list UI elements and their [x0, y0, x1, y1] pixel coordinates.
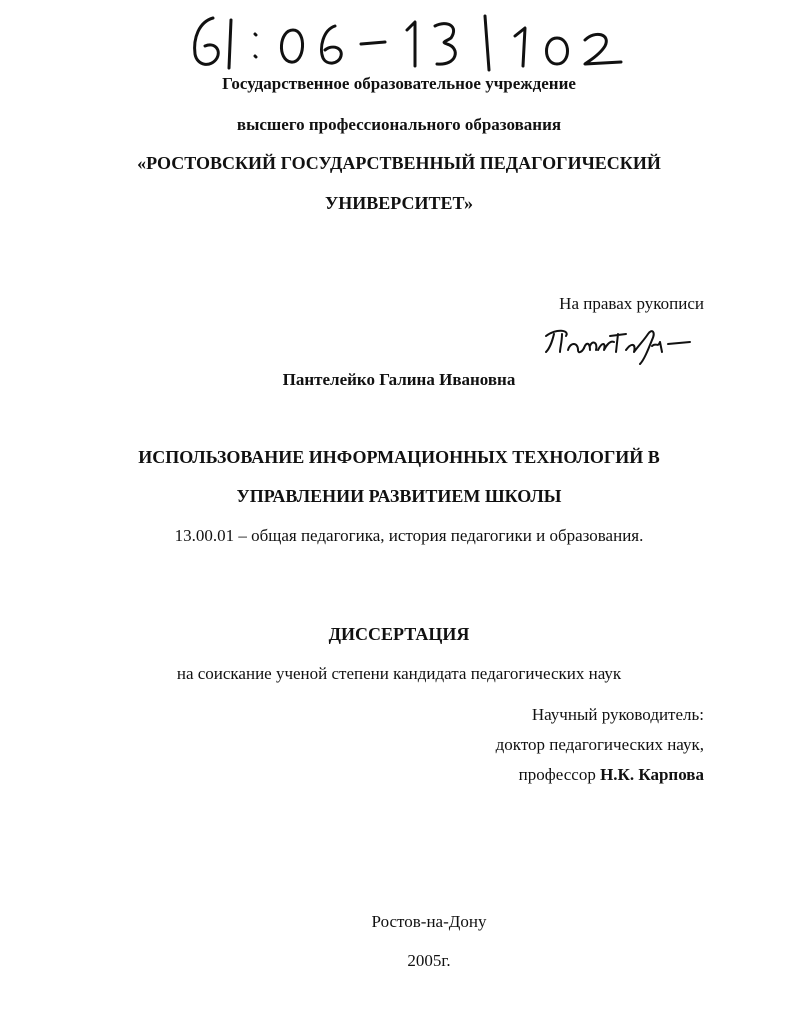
supervisor-title-prefix: профессор — [518, 765, 596, 784]
manuscript-note: На правах рукописи — [559, 294, 704, 313]
author-signature — [540, 322, 700, 368]
university-name-line-2: УНИВЕРСИТЕТ» — [325, 193, 473, 213]
document-type: ДИССЕРТАЦИЯ — [328, 624, 470, 644]
supervisor-label: Научный руководитель: — [531, 705, 704, 724]
specialty-code: 13.00.01 – общая педагогика, история педагогики и образования. — [174, 526, 644, 545]
supervisor-name: Н.К. Карпова — [600, 765, 704, 784]
institution-line-2: высшего профессионального образования — [236, 115, 562, 134]
dissertation-title-line-1: ИСПОЛЬЗОВАНИЕ ИНФОРМАЦИОННЫХ ТЕХНОЛОГИЙ В — [138, 447, 660, 467]
supervisor-title — [519, 765, 704, 785]
author-name: Пантелейко Галина Ивановна — [282, 370, 516, 389]
year: 2005г. — [407, 951, 451, 970]
university-name-line-1: «РОСТОВСКИЙ ГОСУДАРСТВЕННЫЙ ПЕДАГОГИЧЕСКИЙ — [137, 153, 661, 173]
handwritten-archive-code — [185, 8, 655, 74]
institution-line-1: Государственное образовательное учреждение — [222, 74, 576, 93]
city: Ростов-на-Дону — [371, 912, 487, 931]
supervisor-degree: доктор педагогических наук, — [495, 735, 704, 754]
degree-sought: на соискание ученой степени кандидата педагогических наук — [176, 664, 622, 683]
dissertation-title-line-2: УПРАВЛЕНИИ РАЗВИТИЕМ ШКОЛЫ — [236, 486, 562, 506]
